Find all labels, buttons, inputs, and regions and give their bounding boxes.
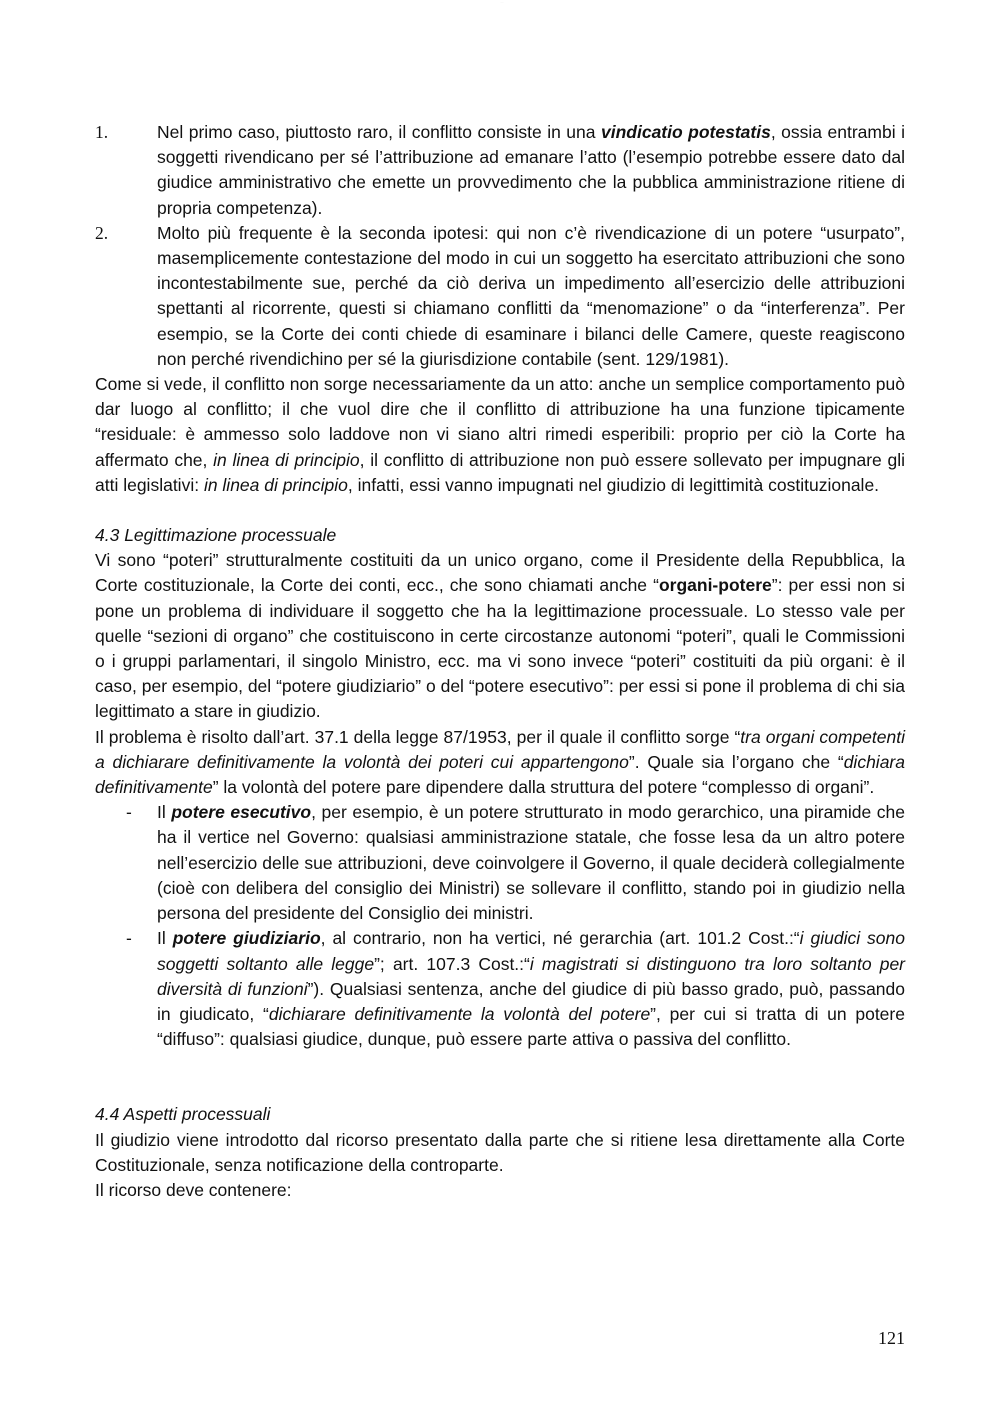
list-dash: - bbox=[126, 928, 132, 949]
paragraph-poteri: Vi sono “poteri” strutturalmente costituiti da un unico organo, come il Presidente della Repubblica, la Corte costituzionale, la Corte dei conti, ecc., che sono chiamati anche “organi-potere”: per essi non si pone un problema di individuare il soggetto che ha la legittimazione processuale. Lo stesso vale per quelle “sezioni di organo” che costituiscono in certe circostanze autonomi “poteri”, quali le Commissioni o i gruppi parlamentari, il singolo Ministro, ecc. ma vi sono invece “poteri” costituiti da più organi: è il caso, per esempio, del “potere giudiziario” o del “potere esecutivo”: per essi si pone il problema di chi sia legittimato a stare in giudizio. bbox=[95, 550, 906, 722]
spacer bbox=[95, 1052, 905, 1102]
paragraph-giudizio: Il giudizio viene introdotto dal ricorso presentato dalla parte che si ritiene lesa direttamente alla Corte Costituzionale, senza notificazione della controparte. bbox=[95, 1129, 905, 1175]
emphasis-term: potere esecutivo bbox=[171, 802, 312, 823]
paragraph-problema: Il problema è risolto dall’art. 37.1 della legge 87/1953, per il quale il conflitto sorge “tra organi competenti a dichiarare definitivamente la volontà dei poteri cui appartengono”. Quale sia l’organo che “dichiara definitivamente” la volontà del potere pare dipendere dalla struttura del potere “complesso di organi”. bbox=[95, 726, 905, 798]
numbered-item-1: 1. Nel primo caso, piuttosto raro, il conflitto consiste in una vindicatio potestatis, ossia entrambi i soggetti rivendicano per sé l’attribuzione ad emanare l’atto (l’esempio potrebbe essere dato dal giudice amministrativo che emette un provvedimento che la pubblica amministrazione ritiene di propria competenza). bbox=[95, 122, 905, 218]
page-content bbox=[95, 120, 905, 1203]
paragraph-ricorso: Il ricorso deve contenere: bbox=[95, 1179, 292, 1200]
emphasis-term: vindicatio potestatis bbox=[601, 122, 771, 142]
header-mark: ··· bbox=[500, 0, 504, 4]
emphasis-term: organi-potere bbox=[658, 575, 772, 596]
section-title-4-4: 4.4 Aspetti processuali bbox=[95, 1104, 271, 1125]
dash-item-potere-giudiziario: - Il potere giudiziario, al contrario, non ha vertici, né gerarchia (art. 101.2 Cost.:“i giudici sono soggetti soltanto alle legge”; art. 107.3 Cost.:“i magistrati si distinguono tra loro soltanto per diversità di funzioni”). Qualsiasi sentenza, anche del giudice di più basso grado, può, passando in giudicato, “dichiarare definitivamente la volontà del potere”, per cui si tratta di un potere “diffuso”: qualsiasi giudice, dunque, può essere parte attiva o passiva del conflitto. bbox=[126, 928, 906, 1050]
item-number: 2. bbox=[95, 222, 109, 243]
dash-item-potere-esecutivo: - Il potere esecutivo, per esempio, è un potere strutturato in modo gerarchico, una piramide che ha il vertice nel Governo: qualsiasi amministrazione statale, che fosse lesa da un altro potere nell’esercizio delle sue attribuzioni, deve coinvolgere il Governo, il quale deciderà collegialmente (cioè con delibera del consiglio dei Ministri) se sollevare il conflitto, stando poi in giudizio nella persona del presidente del Consiglio dei ministri. bbox=[126, 802, 905, 924]
spacer bbox=[95, 498, 905, 523]
section-title-4-3: 4.3 Legittimazione processuale bbox=[95, 525, 337, 546]
page-number: 121 bbox=[878, 1328, 905, 1348]
emphasis-term: potere giudiziario bbox=[172, 928, 321, 949]
item-number: 1. bbox=[95, 122, 109, 142]
paragraph-come-si-vede: Come si vede, il conflitto non sorge necessariamente da un atto: anche un semplice comportamento può dar luogo al conflitto; il che vuol dire che il conflitto di attribuzione ha una funzione tipicamente “residuale: è ammesso solo laddove non vi siano altri rimedi esperibili: proprio per ciò la Corte ha affermato che, in linea di principio, il conflitto di attribuzione non può essere sollevato per impugnare gli atti legislativi: in linea di principio, infatti, essi vanno impugnati nel giudizio di legittimità costituzionale. bbox=[95, 374, 905, 495]
list-dash: - bbox=[126, 802, 132, 823]
numbered-item-2: 2. Molto più frequente è la seconda ipotesi: qui non c’è rivendicazione di un potere “usurpato”, masemplicemente contestazione del modo in cui un soggetto ha esercitato attribuzioni che sono incontestabilmente sue, perché da ciò deriva un impedimento all’esercizio delle attribuzioni spettanti al ricorrente, questi si chiamano conflitti da “menomazione” o da “interferenza”. Per esempio, se la Corte dei conti chiede di esaminare i bilanci delle Camere, queste reagiscono non perché rivendichino per sé la giurisdizione contabile (sent. 129/1981). bbox=[95, 222, 905, 369]
